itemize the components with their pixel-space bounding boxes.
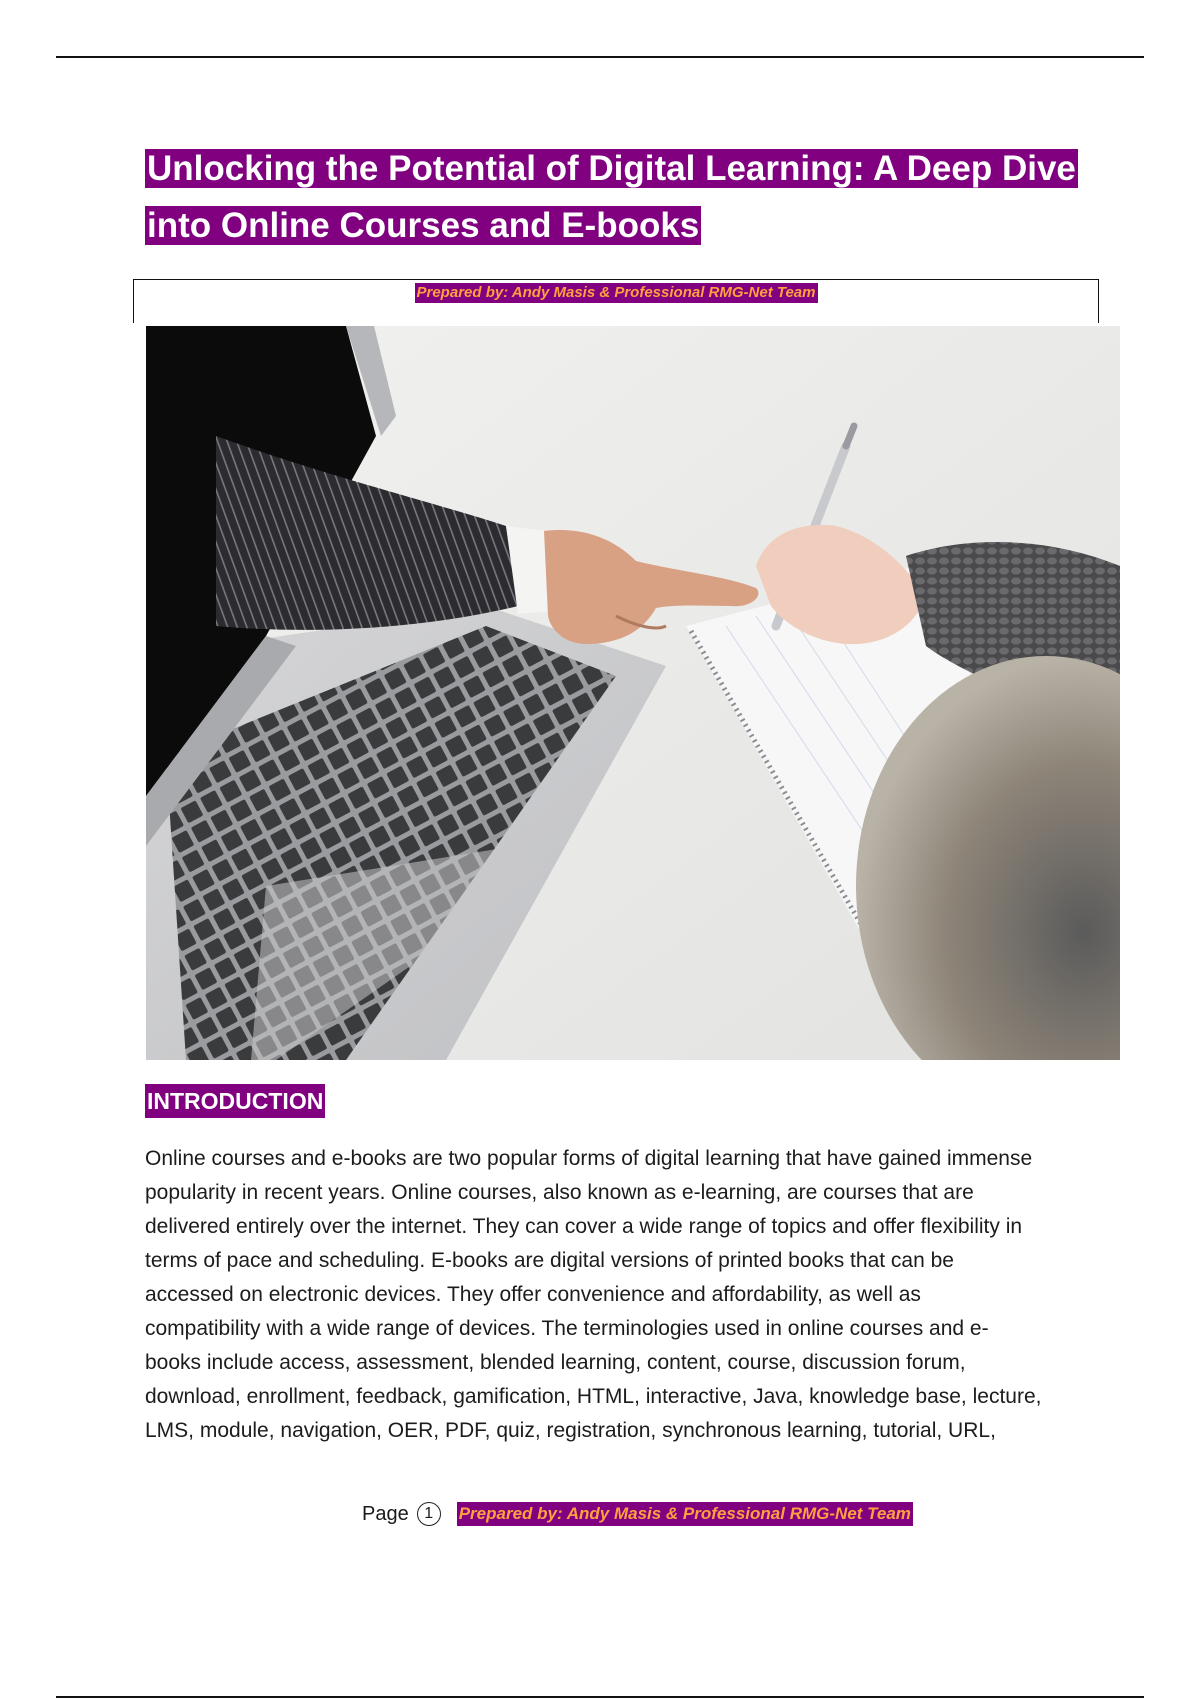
title-line-2: into Online Courses and E-books (147, 206, 700, 245)
introduction-paragraph (145, 1142, 1105, 1448)
prepared-by-box (133, 279, 1099, 323)
section-heading: INTRODUCTION (145, 1084, 325, 1118)
body-line: Online courses and e-books are two popular forms of digital learning that have gained immense (145, 1147, 1033, 1170)
body-line: delivered entirely over the internet. They can cover a wide range of topics and offer flexibility in (145, 1215, 1023, 1238)
top-rule (56, 56, 1144, 58)
page-footer (362, 1498, 913, 1530)
body-line: accessed on electronic devices. They offer convenience and affordability, as well as (145, 1283, 921, 1306)
body-line: LMS, module, navigation, OER, PDF, quiz, registration, synchronous learning, tutorial, URL, (145, 1419, 996, 1442)
footer-prepared-by: Prepared by: Andy Masis & Professional RMG-Net Team (457, 1502, 913, 1526)
body-line: terms of pace and scheduling. E-books are digital versions of printed books that can be (145, 1249, 954, 1272)
body-line: compatibility with a wide range of devices. The terminologies used in online courses and e- (145, 1317, 989, 1340)
body-line: popularity in recent years. Online courses, also known as e-learning, are courses that are (145, 1181, 974, 1204)
body-line: download, enrollment, feedback, gamification, HTML, interactive, Java, knowledge base, lecture, (145, 1385, 1042, 1408)
cover-photo (146, 326, 1120, 1060)
page-number: 1 (417, 1502, 441, 1526)
prepared-by-label: Prepared by: Andy Masis & Professional RMG-Net Team (416, 284, 816, 301)
body-line: books include access, assessment, blended learning, content, course, discussion forum, (145, 1351, 966, 1374)
page-label: Page (362, 1502, 409, 1525)
bottom-rule (56, 1696, 1144, 1698)
title-line-1: Unlocking the Potential of Digital Learning: A Deep Dive (147, 149, 1076, 188)
document-title (145, 140, 1125, 254)
